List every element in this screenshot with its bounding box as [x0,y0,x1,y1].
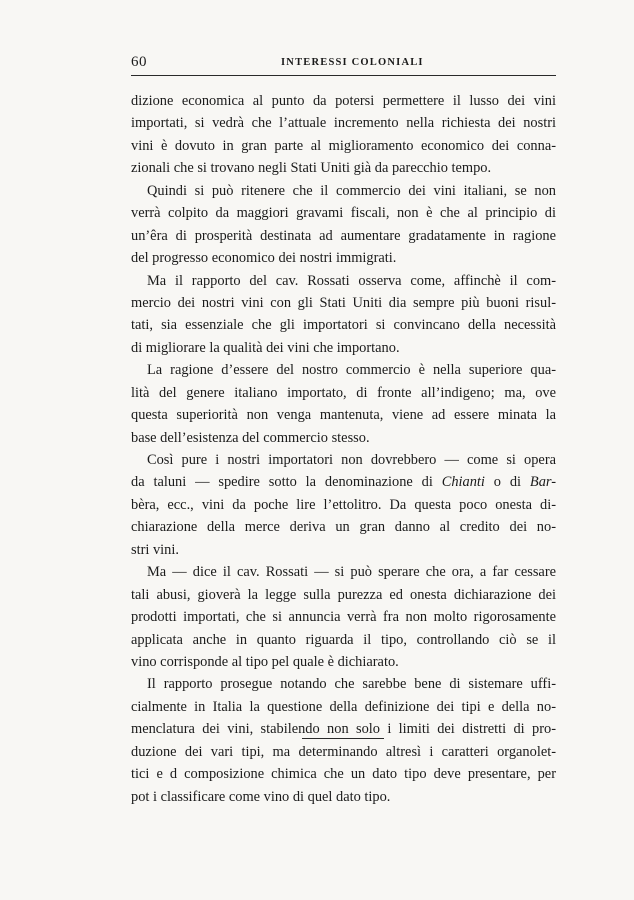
text-line: La ragione d’essere del nostro commercio è nella superiore qua- [147,362,556,379]
text-line: del progresso economico dei nostri immigrati. [131,250,397,267]
text-line: tici e d composizione chimica che un dato tipo deve presentare, per [131,766,556,783]
text-line: tali abusi, gioverà la legge sulla purezza ed onesta dichiarazione dei [131,586,556,603]
text-line: Quindi si può ritenere che il commercio dei vini italiani, se non [147,182,556,199]
text-line: di migliorare la qualità dei vini che importano. [131,339,400,356]
text-line: stri vini. [131,541,179,558]
text-line: verrà colpito da maggiori gravami fiscali, non è che al principio di [131,205,556,222]
text-line: base dell’esistenza del commercio stesso. [131,429,370,446]
italic-term-barbera: Bar- [529,474,556,491]
text-line: questa superiorità non venga mantenuta, viene ad essere minata la [131,407,556,424]
text-line: bèra, ecc., vini da poche lire l’ettolitro. Da questa poco onesta di- [131,496,556,513]
text-line: lità del genere italiano importato, di fronte all’indigeno; ma, ove [131,384,556,401]
text-line: Ma — dice il cav. Rossati — si può sperare che ora, a far cessare [147,564,556,581]
page-number: 60 [131,54,147,70]
text-line: duzione dei vari tipi, ma determinando altresì i caratteri organolet- [131,743,556,760]
text-line: Così pure i nostri importatori non dovrebbero — come si opera [147,452,556,468]
text-line: vino corrisponde al tipo pel quale è dichiarato. [131,653,399,670]
text-line: mercio dei nostri vini con gli Stati Uniti dia sempre più buoni risul- [131,294,556,311]
body-text [131,90,556,808]
page-header [131,52,556,78]
text-line: importati, si vedrà che l’attuale incremento nella richiesta dei nostri [131,115,556,132]
italic-term-chianti: Chianti [441,474,485,491]
text-line: vini è dovuto in gran parte al miglioramento economico dei conna- [131,137,556,154]
text-line: zionali che si trovano negli Stati Uniti già da parecchio tempo. [131,160,492,177]
text-line: chiarazione della merce deriva un gran danno al credito dei no- [131,519,556,536]
text-line: cialmente in Italia la questione della definizione dei tipi e della no- [131,698,556,715]
section-end-rule [302,738,384,739]
text-line: dizione economica al punto da potersi permettere il lusso dei vini [131,93,556,109]
text-segment: o di [484,474,530,491]
text-line: Il rapporto prosegue notando che sarebbe bene di sistemare uffi- [147,676,556,693]
text-segment: da taluni — spedire sotto la denominazione di [131,474,442,491]
text-line: pot i classificare come vino di quel dato tipo. [131,788,391,805]
text-line-mixed [131,471,556,493]
header-rule [131,75,556,76]
running-title: INTERESSI COLONIALI [281,57,424,68]
text-line: Ma il rapporto del cav. Rossati osserva come, affinchè il com- [147,272,556,289]
text-line: applicata anche in quanto riguarda il tipo, controllando ciò se il [131,631,556,648]
text-line: prodotti importati, che si annuncia verrà fra non molto rigorosamente [131,609,556,626]
text-line: menclatura dei vini, stabilendo non solo i limiti dei distretti di pro- [131,721,556,738]
text-line: tati, sia essenziale che gli importatori si convincano della necessità [131,317,556,334]
text-line: un’êra di prosperità destinata ad aumentare gradatamente in ragione [131,227,556,244]
